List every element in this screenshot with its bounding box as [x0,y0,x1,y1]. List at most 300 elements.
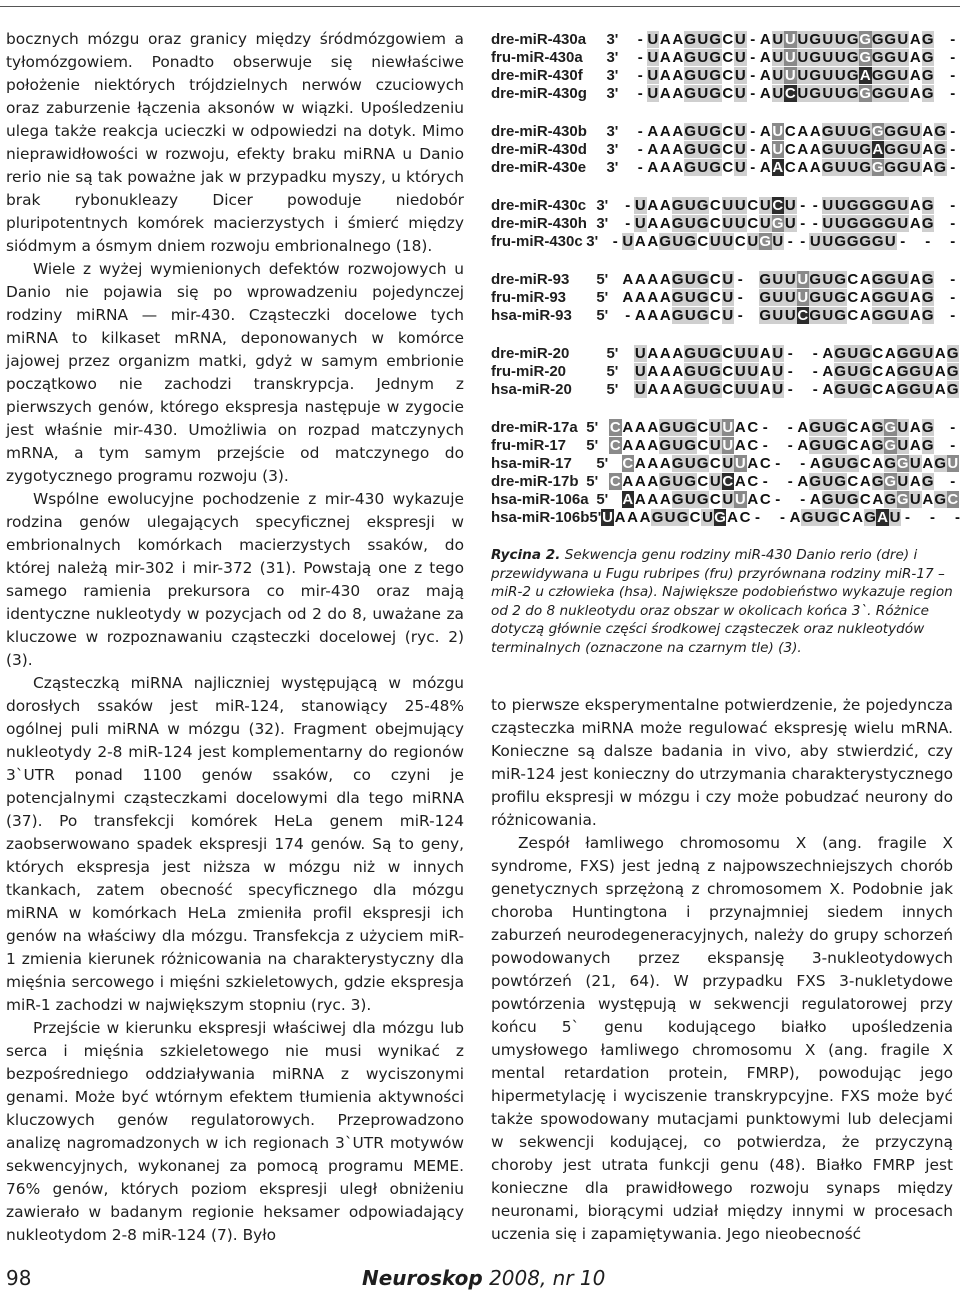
nucleotide: G [809,288,822,306]
nucleotide: G [871,158,884,176]
nucleotide: G [821,454,834,472]
nucleotide: G [709,122,722,140]
nucleotide: C [784,140,796,158]
nucleotide: G [846,214,859,232]
nucleotide: A [797,418,809,436]
nucleotide: A [622,436,634,454]
nucleotide [764,509,777,526]
nucleotide: G [896,158,909,176]
nucleotide: - [897,233,910,250]
nucleotide: C [697,436,709,454]
nucleotide: A [647,214,659,232]
nucleotide: - [797,197,810,214]
nucleotide: U [822,418,834,436]
nucleotide: U [834,48,846,66]
sequence-end: 3' [606,84,619,102]
nucleotide: G [671,270,684,288]
nucleotide: U [909,454,921,472]
nucleotide: G [709,30,722,48]
nucleotide: C [947,490,959,508]
alignment-row [491,418,959,436]
nucleotide: U [822,196,834,214]
nucleotide: U [784,196,796,214]
nucleotide: U [722,436,734,454]
nucleotide: U [797,30,809,48]
nucleotide: - [634,85,647,102]
nucleotide: C [784,158,796,176]
nucleotide: U [734,158,746,176]
nucleotide: U [697,84,709,102]
nucleotide: C [609,472,621,490]
nucleotide: G [871,472,884,490]
alignment-row [491,196,959,214]
nucleotide: A [659,306,671,324]
nucleotide: U [772,380,784,398]
nucleotide: U [602,508,613,526]
nucleotide: - [947,419,960,436]
nucleotide: A [909,48,921,66]
nucleotide: - [734,271,747,288]
sequence-name: dre-miR-17b [491,472,579,490]
journal-name: Neuroskop [362,1266,483,1290]
sequence [609,473,959,490]
nucleotide: C [722,344,734,362]
nucleotide: U [909,140,921,158]
nucleotide: A [747,454,759,472]
nucleotide: G [684,380,697,398]
nucleotide: C [739,508,751,526]
nucleotide: - [901,509,914,526]
nucleotide: U [822,232,834,250]
nucleotide: - [947,141,960,158]
nucleotide: A [622,288,634,306]
nucleotide: A [772,158,784,176]
alignment-group [491,122,959,176]
nucleotide: A [872,490,884,508]
nucleotide: C [847,306,859,324]
sequence-end: 5' [596,306,609,324]
paragraph: Cząsteczką miRNA najliczniej występującą w mózgu dorosłych ssaków jest miR-124, stanowiący 25-48% ogólnej puli miRNA w mózgu (32). Fragment obejmujący nukleotydy 2-8 miR-124 jest komplementarny do regionów 3`UTR ponad 1100 genów ssaków, co czyni je potencjalnymi cząsteczkami docelowymi dla tego miRNA (37). Po transfekcji komórek HeLa genem miR-124 zaobserwowano spadek ekspresji 174 genów. Są to geny, których ekspresja jest niższa w mózgu niż w innych tkankach, zatem obecność specyficznego dla mózgu miRNA w komórkach HeLa zmieniła profil ekspresji ich genów na właściwy dla mózgu. Transfekcja z użyciem miR-1 zmienia kierunek różnicowania na charakterystyczny dla mięśnia sercowego i mięśni szkieletowych, gdzie ekspresja miR-1 zachodzi w największym stopniu (ryc. 3). [6,674,464,1014]
nucleotide: A [747,490,759,508]
nucleotide: G [821,490,834,508]
nucleotide: C [722,362,734,380]
nucleotide: U [834,122,846,140]
nucleotide [772,419,785,436]
sequence [622,307,960,324]
nucleotide [909,233,922,250]
left-column [6,28,464,1247]
nucleotide: C [847,288,859,306]
nucleotide: C [747,418,759,436]
nucleotide: A [759,84,771,102]
nucleotide: G [884,436,897,454]
nucleotide: U [722,232,734,250]
nucleotide: - [947,289,960,306]
sequence-end: 5' [596,454,609,472]
nucleotide: G [846,66,859,84]
sequence [622,455,960,472]
sequence-name: fru-miR-20 [491,362,567,380]
nucleotide: A [634,490,646,508]
nucleotide: U [897,48,909,66]
nucleotide: A [934,362,946,380]
nucleotide: G [809,30,822,48]
sequence-end: 5' [586,418,599,436]
sequence-name: dre-miR-430h [491,214,587,232]
nucleotide [939,509,952,526]
figure-caption [491,546,957,658]
nucleotide: A [909,84,921,102]
sequence-end: 5' [589,508,602,526]
nucleotide: U [747,232,759,250]
nucleotide: G [896,344,909,362]
nucleotide: A [634,270,646,288]
nucleotide: U [922,362,934,380]
nucleotide: U [897,30,909,48]
nucleotide: C [697,472,709,490]
caption-text: Sekwencja genu rodziny miR-430 Danio rerio (dre) i przewidywana u Fugu rubripes (fru) przyrównana rodziny miR-17 – miR-2 u człowieka (hsa). Największe podobieństwo wykazuje region od 2 do 8 nukleotydu oraz obszar w okolicach końca 3`. Różnice dotyczą głównie części środkowej cząsteczek oraz nukleotydów terminalnych (oznaczone na czarnym tle) (3). [491,547,953,656]
nucleotide: G [684,30,697,48]
nucleotide: - [947,67,960,84]
nucleotide: A [797,122,809,140]
alignment-row [491,214,959,232]
nucleotide: U [909,490,921,508]
nucleotide: G [709,48,722,66]
nucleotide: U [822,66,834,84]
alignment-row [491,122,959,140]
nucleotide: U [722,270,734,288]
nucleotide: A [877,508,888,526]
nucleotide: - [734,289,747,306]
nucleotide: A [884,362,896,380]
nucleotide: U [684,454,696,472]
nucleotide: U [809,232,821,250]
nucleotide: C [709,270,721,288]
nucleotide: U [822,84,834,102]
nucleotide [772,473,785,490]
sequence-end: 5' [606,344,619,362]
nucleotide: G [871,48,884,66]
nucleotide: A [659,362,671,380]
nucleotide: U [772,140,784,158]
nucleotide: - [947,49,960,66]
nucleotide: A [647,270,659,288]
nucleotide [934,289,947,306]
sequence [609,233,959,250]
nucleotide: A [797,472,809,490]
nucleotide: U [647,66,659,84]
nucleotide: U [897,472,909,490]
nucleotide: C [859,490,871,508]
sequence-name: dre-miR-430f [491,66,583,84]
sequence-name: fru-miR-17 [491,436,567,454]
nucleotide: C [722,84,734,102]
nucleotide [934,215,947,232]
nucleotide: G [921,270,934,288]
sequence [634,141,959,158]
nucleotide [934,271,947,288]
nucleotide: C [747,472,759,490]
nucleotide: G [684,344,697,362]
nucleotide: G [909,362,922,380]
nucleotide: A [659,48,671,66]
nucleotide: G [934,158,947,176]
nucleotide [772,437,785,454]
nucleotide: G [859,362,872,380]
nucleotide: U [722,454,734,472]
nucleotide: A [759,344,771,362]
nucleotide: G [821,140,834,158]
nucleotide: U [697,122,709,140]
nucleotide: G [884,454,897,472]
nucleotide: U [734,454,746,472]
nucleotide: C [872,362,884,380]
nucleotide: - [922,233,935,250]
alignment-row [491,288,959,306]
sequence-alignment-figure [491,30,959,546]
nucleotide: C [759,490,771,508]
nucleotide: G [684,472,697,490]
sequence [609,419,959,436]
sequence [634,363,959,380]
nucleotide: C [722,122,734,140]
sequence [622,271,960,288]
nucleotide: - [622,215,635,232]
nucleotide: U [797,84,809,102]
nucleotide [797,363,810,380]
alignment-row [491,158,959,176]
nucleotide: - [747,159,760,176]
nucleotide [934,233,947,250]
journal-year-issue: 2008, nr 10 [489,1266,606,1290]
nucleotide: C [722,380,734,398]
nucleotide: A [634,232,646,250]
nucleotide: - [809,345,822,362]
nucleotide: C [772,196,784,214]
nucleotide: A [759,30,771,48]
nucleotide: U [772,306,784,324]
nucleotide: A [859,472,871,490]
sequence-end: 5' [596,490,609,508]
nucleotide: G [859,122,872,140]
nucleotide: G [934,122,947,140]
nucleotide: G [696,454,709,472]
nucleotide: A [659,30,671,48]
alignment-row [491,508,959,526]
nucleotide: G [684,436,697,454]
alignment-row [491,66,959,84]
nucleotide: C [747,196,759,214]
nucleotide: C [872,380,884,398]
nucleotide: C [689,508,701,526]
nucleotide: G [821,158,834,176]
nucleotide: A [672,48,684,66]
sequence-name: fru-miR-430c [491,232,583,250]
nucleotide: G [864,508,876,526]
sequence-end: 3' [606,122,619,140]
nucleotide: U [897,66,909,84]
nucleotide: - [751,509,764,526]
nucleotide: U [709,472,721,490]
nucleotide: G [696,196,709,214]
nucleotide: C [697,232,709,250]
nucleotide: U [697,158,709,176]
nucleotide: U [772,362,784,380]
nucleotide: G [671,454,684,472]
nucleotide: - [747,31,760,48]
nucleotide: U [709,232,721,250]
nucleotide: - [622,197,635,214]
nucleotide: U [734,214,746,232]
nucleotide: - [772,491,785,508]
nucleotide: G [871,288,884,306]
nucleotide: G [896,380,909,398]
nucleotide: G [696,490,709,508]
nucleotide: U [897,436,909,454]
nucleotide: - [797,233,810,250]
nucleotide: G [871,306,884,324]
nucleotide: G [846,48,859,66]
nucleotide: G [709,66,722,84]
nucleotide: G [859,344,872,362]
nucleotide: G [846,490,859,508]
nucleotide: G [921,30,934,48]
nucleotide: A [872,454,884,472]
nucleotide: G [909,380,922,398]
nucleotide: U [734,122,746,140]
nucleotide: G [684,232,697,250]
nucleotide: A [647,490,659,508]
sequence-end: 5' [596,288,609,306]
nucleotide: A [797,436,809,454]
nucleotide: U [784,66,796,84]
alignment-row [491,344,959,362]
nucleotide: C [709,196,721,214]
nucleotide: - [947,85,960,102]
nucleotide: G [809,270,822,288]
sequence-end: 5' [606,362,619,380]
nucleotide: G [871,214,884,232]
sequence [622,491,960,508]
nucleotide: - [634,31,647,48]
nucleotide: G [671,306,684,324]
nucleotide: G [676,508,689,526]
nucleotide: G [709,84,722,102]
nucleotide: A [884,344,896,362]
nucleotide: G [871,232,884,250]
nucleotide: U [672,436,684,454]
nucleotide: G [909,344,922,362]
nucleotide: - [926,509,939,526]
nucleotide: U [684,288,696,306]
nucleotide: G [921,306,934,324]
nucleotide: U [647,84,659,102]
nucleotide: G [884,418,897,436]
nucleotide: - [634,159,647,176]
nucleotide: A [734,436,746,454]
nucleotide: U [722,288,734,306]
nucleotide: U [697,380,709,398]
nucleotide: A [659,84,671,102]
nucleotide: A [922,158,934,176]
nucleotide: G [834,232,847,250]
sequence [634,123,959,140]
nucleotide: U [697,30,709,48]
alignment-row [491,140,959,158]
nucleotide [934,67,947,84]
nucleotide: A [634,306,646,324]
nucleotide: A [934,380,946,398]
alignment-group [491,30,959,102]
nucleotide: - [634,49,647,66]
nucleotide: A [909,306,921,324]
nucleotide: A [759,158,771,176]
alignment-row [491,472,959,490]
alignment-group [491,270,959,324]
caption-label: Rycina 2. [491,547,561,563]
nucleotide: G [759,270,772,288]
nucleotide: C [709,306,721,324]
nucleotide: G [884,214,897,232]
nucleotide: A [884,380,896,398]
sequence-end: 3' [606,66,619,84]
nucleotide: A [647,418,659,436]
nucleotide [934,49,947,66]
nucleotide: G [921,84,934,102]
nucleotide: A [634,288,646,306]
sequence-name: hsa-miR-17 [491,454,572,472]
nucleotide: A [859,270,871,288]
nucleotide: C [859,454,871,472]
alignment-row [491,270,959,288]
nucleotide: U [822,436,834,454]
nucleotide: G [859,380,872,398]
nucleotide [784,455,797,472]
nucleotide: A [672,66,684,84]
alignment-row [491,48,959,66]
nucleotide: - [747,141,760,158]
sequence [634,85,959,102]
nucleotide: A [822,362,834,380]
nucleotide: U [847,362,859,380]
nucleotide: - [784,437,797,454]
nucleotide: A [647,380,659,398]
nucleotide: A [759,362,771,380]
nucleotide: G [709,380,722,398]
nucleotide: G [659,472,672,490]
nucleotide: - [784,381,797,398]
nucleotide: C [847,270,859,288]
nucleotide: G [834,288,847,306]
nucleotide: U [834,140,846,158]
nucleotide: A [809,454,821,472]
sequence-name: hsa-miR-106a [491,490,589,508]
nucleotide: G [834,380,847,398]
nucleotide: C [722,158,734,176]
sequence-name: dre-miR-93 [491,270,570,288]
paragraph: to pierwsze eksperymentalne potwierdzenie, że pojedyncza cząsteczka miRNA może regulować ekspresję wielu mRNA. Konieczne są dalsze badania in vivo, aby stwierdzić, czy miR-124 jest konieczny do utrzymania charakterystycznego profilu ekspresji w mózgu i czy może pobudzać neurony do różnicowania. [491,696,953,829]
nucleotide: G [809,84,822,102]
nucleotide: A [822,380,834,398]
nucleotide: G [801,508,814,526]
right-column [491,694,953,1246]
nucleotide: U [772,30,784,48]
nucleotide: G [834,270,847,288]
nucleotide: A [647,472,659,490]
nucleotide: G [684,122,697,140]
nucleotide: G [821,122,834,140]
nucleotide: G [921,214,934,232]
